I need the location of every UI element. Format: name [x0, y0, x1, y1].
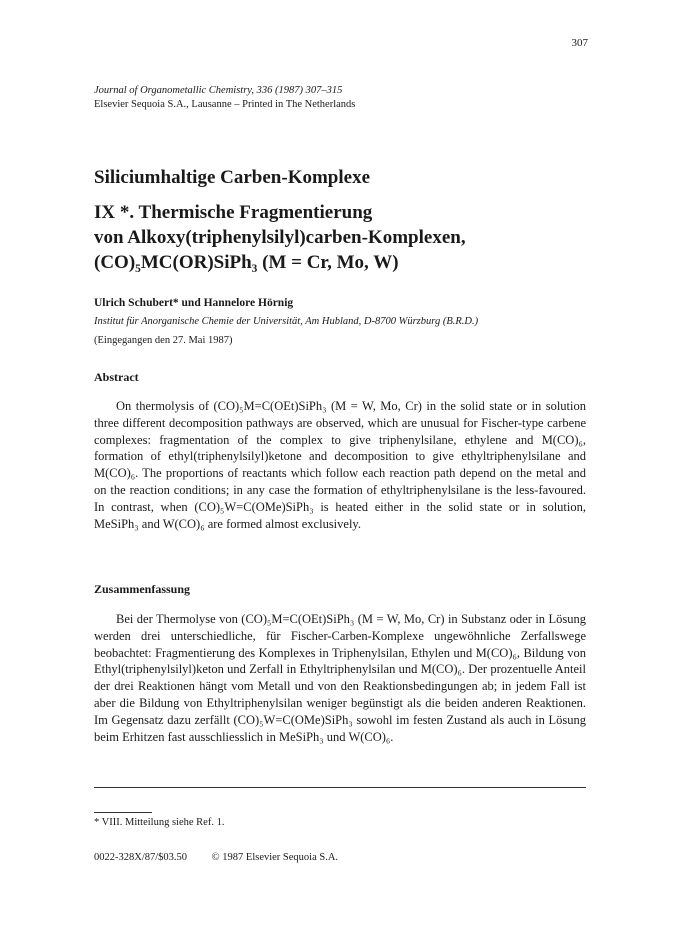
affiliation: Institut für Anorganische Chemie der Universität, Am Hubland, D-8700 Würzburg (B.R.D.): [94, 316, 479, 327]
main-title: Siliciumhaltige Carben-Komplexe: [94, 167, 371, 188]
price-code: 0022-328X/87/$03.50: [94, 852, 188, 863]
title-block: [94, 166, 594, 275]
zusammenfassung-heading: Zusammenfassung: [94, 582, 191, 596]
bottom-line: [94, 852, 360, 863]
footnote-rule: [94, 812, 152, 813]
received-date: (Eingegangen den 27. Mai 1987): [94, 335, 233, 346]
sub-title: [94, 200, 594, 275]
zusammenfassung-text: Bei der Thermolyse von (CO)₅M=C(OEt)SiPh₃ (M = W, Mo, Cr) in Substanz oder in Lösung werden drei unterschiedliche, für Fischer-Carben-Komplexe ungewöhnliche Zerfallswege beobachtet: Fragmentierung des Komplexes in Triphenylsilan, Ethylen und M(CO)₆, Bildung von Ethyl(triphenylsilyl)keton und Zerfall in Ethyltriphenylsilan und M(CO)₆. Der prozentuelle Anteil der drei Reaktionen hängt vom Metall und von den Reaktionsbedingungen ab; in jedem Fall ist aber die Bildung von Ethyltriphenylsilan weniger begünstigt als die beiden anderen Reaktionen. Im Gegensatz dazu zerfällt (CO)₅W=C(OMe)SiPh₃ sowohl im festen Zustand als auch in Lösung beim Erhitzen fast ausschliesslich in MeSiPh₃ und W(CO)₆.: [94, 612, 586, 744]
journal-citation: Journal of Organometallic Chemistry, 336 (1987) 307–315: [94, 85, 343, 96]
journal-header: [94, 84, 355, 111]
journal-publisher: Elsevier Sequoia S.A., Lausanne – Printed in The Netherlands: [94, 98, 356, 110]
sub-title-line: (CO)₅MC(OR)SiPh₃ (M = Cr, Mo, W): [94, 252, 399, 273]
abstract-heading: Abstract: [94, 370, 139, 384]
footnote: * VIII. Mitteilung siehe Ref. 1.: [94, 817, 225, 828]
copyright: © 1987 Elsevier Sequoia S.A.: [211, 852, 339, 863]
sub-title-line: von Alkoxy(triphenylsilyl)carben-Komplexen,: [94, 227, 466, 248]
abstract-text: On thermolysis of (CO)₅M=C(OEt)SiPh₃ (M = W, Mo, Cr) in the solid state or in solution three different decomposition pathways are observed, which are unusual for Fischer-type carbene complexes: fragmentation of the complex to give triphenylsilane, ethylene and M(CO)₆, formation of ethyl(triphenylsilyl)ketone and decomposition to give ethyltriphenylsilane and M(CO)₆. The proportions of reactants which follow each reaction path depend on the metal and on the reaction conditions; in any case the formation of ethyltriphenylsilane is the less-favoured. In contrast, when (CO)₅W=C(OMe)SiPh₃ is heated either in the solid state or in solution, MeSiPh₃ and W(CO)₆ are formed almost exclusively.: [94, 399, 586, 531]
sub-title-line: IX *. Thermische Fragmentierung: [94, 202, 373, 223]
section-divider: [94, 787, 586, 788]
authors: Ulrich Schubert* und Hannelore Hörnig: [94, 297, 294, 309]
page-number: 307: [571, 37, 588, 49]
